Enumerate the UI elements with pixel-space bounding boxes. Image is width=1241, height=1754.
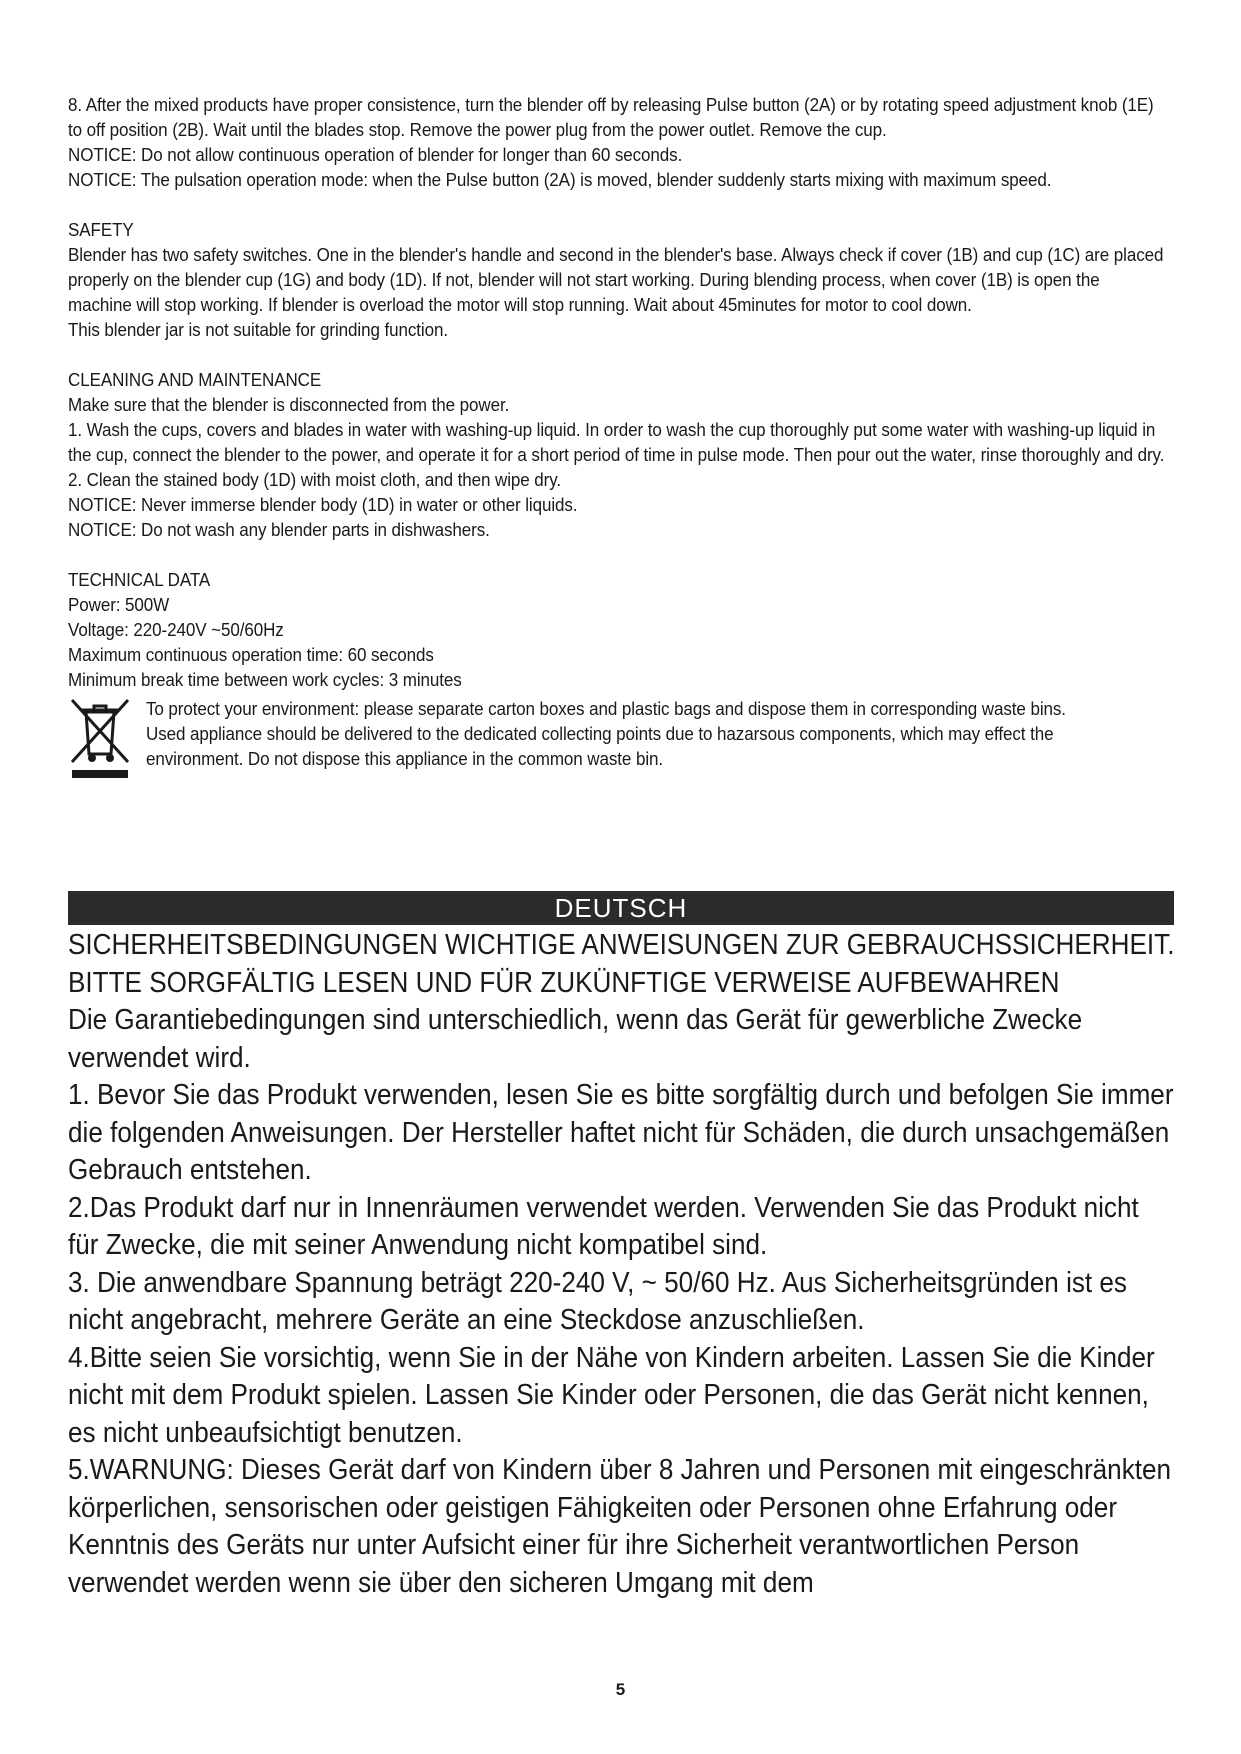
deutsch-paragraph: 3. Die anwendbare Spannung beträgt 220-240 V, ~ 50/60 Hz. Aus Sicherheitsgründen ist es nicht angebracht, mehrere Geräte an eine Steckdose anzuschließen.: [68, 1266, 1127, 1336]
operation-step-8: 8. After the mixed products have proper consistence, turn the blender off by releasing Pulse button (2A) or by rotating speed adjustment knob (1E) to off position (2B). Wait until the blades stop. Remove the power plug from the power outlet. Remove the cup.: [68, 94, 1154, 140]
technical-line: Minimum break time between work cycles: 3 minutes: [68, 669, 462, 690]
technical-heading: TECHNICAL DATA: [68, 569, 211, 590]
environment-notice: [68, 696, 1174, 780]
crossed-out-wheelie-bin-icon: [68, 696, 132, 780]
deutsch-paragraph: 5.WARNUNG: Dieses Gerät darf von Kindern über 8 Jahren und Personen mit eingeschränkten körperlichen, sensorischen oder geistigen Fähigkeiten oder Personen ohne Erfahrung oder Kenntnis des Geräts nur unter Aufsicht einer für ihre Sicherheit verantwortlichen Person verwendet werden wenn sie über den sicheren Umgang mit dem: [68, 1454, 1172, 1599]
deutsch-title: SICHERHEITSBEDINGUNGEN WICHTIGE ANWEISUNGEN ZUR GEBRAUCHSSICHERHEIT. BITTE SORGFÄLTIG LESEN UND FÜR ZUKÜNFTIGE VERWEISE AUFBEWAHREN: [68, 929, 1175, 999]
cleaning-line: NOTICE: Never immerse blender body (1D) in water or other liquids.: [68, 494, 578, 515]
cleaning-heading: CLEANING AND MAINTENANCE: [68, 369, 322, 390]
deutsch-paragraph: 1. Bevor Sie das Produkt verwenden, lesen Sie es bitte sorgfältig durch und befolgen Sie immer die folgenden Anweisungen. Der Hersteller haftet nicht für Schäden, die durch unsachgemäßen Gebrauch entstehen.: [68, 1079, 1174, 1186]
environment-text: To protect your environment: please separate carton boxes and plastic bags and dispose them in corresponding waste bins. Used appliance should be delivered to the dedicated collecting points due to hazarsous components, which may effect the environment. Do not dispose this appliance in the common waste bin.: [146, 698, 1066, 769]
safety-heading: SAFETY: [68, 219, 134, 240]
cleaning-line: Make sure that the blender is disconnected from the power.: [68, 394, 510, 415]
notice-continuous-operation: NOTICE: Do not allow continuous operation of blender for longer than 60 seconds.: [68, 144, 683, 165]
safety-grinding-note: This blender jar is not suitable for grinding function.: [68, 319, 449, 340]
notice-pulse-mode: NOTICE: The pulsation operation mode: when the Pulse button (2A) is moved, blender suddenly starts mixing with maximum speed.: [68, 169, 1052, 190]
english-section: [68, 92, 1174, 780]
deutsch-section: [68, 927, 1174, 1602]
cleaning-line: 1. Wash the cups, covers and blades in water with washing-up liquid. In order to wash the cup thoroughly put some water with washing-up liquid in the cup, connect the blender to the power, and operate it for a short period of time in pulse mode. Then pour out the water, rinse thoroughly and dry.: [68, 419, 1165, 465]
cleaning-line: 2. Clean the stained body (1D) with moist cloth, and then wipe dry.: [68, 469, 562, 490]
deutsch-paragraph: 2.Das Produkt darf nur in Innenräumen verwendet werden. Verwenden Sie das Produkt nicht für Zwecke, die mit seiner Anwendung nicht kompatibel sind.: [68, 1191, 1139, 1261]
safety-text: Blender has two safety switches. One in the blender's handle and second in the blender's base. Always check if cover (1B) and cup (1C) are placed properly on the blender cup (1G) and body (1D). If not, blender will not start working. During blending process, when cover (1B) is open the machine will stop working. If blender is overload the motor will stop running. Wait about 45minutes for motor to cool down.: [68, 244, 1164, 315]
page-number: 5: [615, 1680, 626, 1699]
deutsch-paragraph: Die Garantiebedingungen sind unterschiedlich, wenn das Gerät für gewerbliche Zwecke verwendet wird.: [68, 1004, 1083, 1074]
deutsch-paragraph: 4.Bitte seien Sie vorsichtig, wenn Sie in der Nähe von Kindern arbeiten. Lassen Sie die Kinder nicht mit dem Produkt spielen. Lassen Sie Kinder oder Personen, die das Gerät nicht kennen, es nicht unbeaufsichtigt benutzen.: [68, 1341, 1155, 1449]
technical-line: Voltage: 220-240V ~50/60Hz: [68, 619, 284, 640]
technical-line: Power: 500W: [68, 594, 170, 615]
language-header-bar: DEUTSCH: [68, 891, 1174, 925]
technical-line: Maximum continuous operation time: 60 seconds: [68, 644, 434, 665]
cleaning-line: NOTICE: Do not wash any blender parts in dishwashers.: [68, 519, 490, 540]
